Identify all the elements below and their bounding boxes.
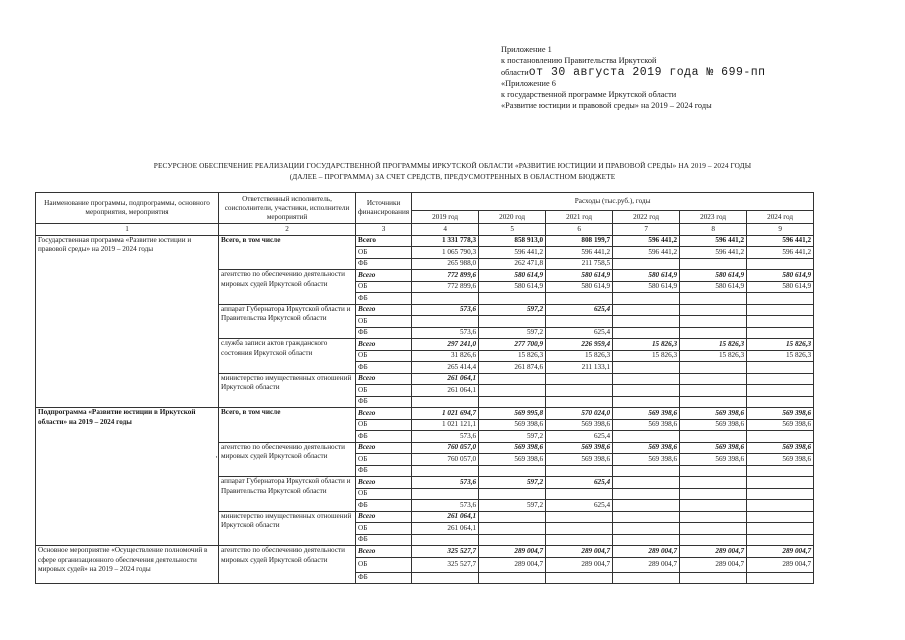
table-row: ФБ 265 414,4 261 874,6 211 133,1 xyxy=(36,362,814,374)
table-row: ОБ xyxy=(36,316,814,328)
document-title: РЕСУРСНОЕ ОБЕСПЕЧЕНИЕ РЕАЛИЗАЦИИ ГОСУДАРСТВЕННОЙ ПРОГРАММЫ ИРКУТСКОЙ ОБЛАСТИ «РАЗВИТИЕ ЮСТИЦИИ И ПРАВОВОЙ СРЕДЫ» НА 2019 – 2024 ГОДЫ (ДАЛЕЕ – ПРОГРАММА) ЗА СЧЕТ СРЕДСТВ, ПРЕДУСМОТРЕННЫХ В ОБЛАСТНОМ БЮДЖЕТЕ xyxy=(153,161,752,181)
table-row: ОБ 1 065 790,3 596 441,2 596 441,2 596 441,2 596 441,2 596 441,2 xyxy=(36,247,814,259)
table-row: министерство имущественных отношений Иркутской области Всего 261 064,1 xyxy=(36,373,814,385)
program-name: Государственная программа «Развитие юстиции и правовой среды» на 2019 – 2024 годы xyxy=(36,235,219,408)
table-row: ОБ 1 021 121,1 569 398,6 569 398,6 569 398,6 569 398,6 569 398,6 xyxy=(36,419,814,431)
table-row: Основное мероприятие «Осуществление полномочий в сфере организационного обеспечения деятельности мировых судей» на 2019 – 2024 годы агентство по обеспечению деятельности мировых судей Иркутской области Всего 325 527,7 289 004,7 289 004,7 289 004,7 289 004,7 289 004,7 xyxy=(36,546,814,558)
year-header: 2023 год xyxy=(680,211,747,224)
executor-total: Всего, в том числе xyxy=(219,408,356,443)
table-row: ФБ xyxy=(36,293,814,305)
table-row: ОБ 325 527,7 289 004,7 289 004,7 289 004,7 289 004,7 289 004,7 xyxy=(36,557,814,572)
table-row: Подпрограмма «Развитие юстиции в Иркутской области» на 2019 – 2024 годы Всего, в том числе Всего 1 021 694,7 569 995,8 570 024,0 569 398,6 569 398,6 569 398,6 xyxy=(36,408,814,420)
year-header: 2022 год xyxy=(613,211,680,224)
table-row: ОБ 31 826,6 15 826,3 15 826,3 15 826,3 15 826,3 15 826,3 xyxy=(36,350,814,362)
executor-agency: агентство по обеспечению деятельности мировых судей Иркутской области xyxy=(219,442,356,477)
header-line: «Развитие юстиции и правовой среды» на 2019 – 2024 годы xyxy=(501,101,712,111)
table-row: ОБ 261 064,1 xyxy=(36,385,814,397)
table-row: ФБ xyxy=(36,534,814,546)
column-numbers-row: 1 2 3 4 5 6 7 8 9 xyxy=(36,224,814,236)
table-row: агентство по обеспечению деятельности мировых судей Иркутской области Всего 772 899,6 580 614,9 580 614,9 580 614,9 580 614,9 580 614,9 xyxy=(36,270,814,282)
header-expenses: Расходы (тыс.руб.), годы xyxy=(412,193,814,211)
year-header: 2024 год xyxy=(747,211,814,224)
document-header xyxy=(501,44,766,112)
table-row: ОБ 261 064,1 xyxy=(36,523,814,535)
resolution-date: от 30 августа 2019 года № 699-пп xyxy=(528,65,766,79)
header-source: Источники финансирования xyxy=(356,193,412,224)
table-row: аппарат Губернатора Иркутской области и Правительства Иркутской области Всего 573,6 597,2 625,4 xyxy=(36,304,814,316)
table-row: ФБ xyxy=(36,465,814,477)
table-row: ОБ 760 057,0 569 398,6 569 398,6 569 398,6 569 398,6 569 398,6 xyxy=(36,454,814,466)
table-row: Государственная программа «Развитие юстиции и правовой среды» на 2019 – 2024 годы Всего, в том числе Всего 1 331 778,3 858 913,0 808 199,7 596 441,2 596 441,2 596 441,2 xyxy=(36,235,814,247)
year-header: 2021 год xyxy=(546,211,613,224)
table-row: агентство по обеспечению деятельности мировых судей Иркутской области Всего 760 057,0 569 398,6 569 398,6 569 398,6 569 398,6 569 398,6 xyxy=(36,442,814,454)
table-row: ФБ xyxy=(36,396,814,408)
header-line: «Приложение 6 xyxy=(501,78,556,88)
executor-apparatus: аппарат Губернатора Иркутской области и Правительства Иркутской области xyxy=(219,304,356,339)
header-line: к государственной программе Иркутской области xyxy=(501,90,677,100)
executor-ministry: министерство имущественных отношений Иркутской области xyxy=(219,373,356,408)
table-row: ОБ 772 899,6 580 614,9 580 614,9 580 614,9 580 614,9 580 614,9 xyxy=(36,281,814,293)
executor-total: Всего, в том числе xyxy=(219,235,356,270)
executor-apparatus: аппарат Губернатора Иркутской области и Правительства Иркутской области xyxy=(219,477,356,512)
executor-zags: служба записи актов гражданского состояния Иркутской области xyxy=(219,339,356,374)
table-row: ФБ 573,6 597,2 625,4 xyxy=(36,327,814,339)
header-line: к постановлению Правительства Иркутской xyxy=(501,56,657,66)
year-header: 2020 год xyxy=(479,211,546,224)
header-line: области xyxy=(501,67,529,77)
table-row: ФБ 573,6 597,2 625,4 xyxy=(36,500,814,512)
table-row: служба записи актов гражданского состояния Иркутской области Всего 297 241,0 277 700,9 226 959,4 15 826,3 15 826,3 15 826,3 xyxy=(36,339,814,351)
executor-agency: агентство по обеспечению деятельности мировых судей Иркутской области xyxy=(219,546,356,584)
header-executor: Ответственный исполнитель, соисполнители, участники, исполнители мероприятий xyxy=(219,193,356,224)
executor-agency: агентство по обеспечению деятельности мировых судей Иркутской области xyxy=(219,270,356,305)
dot-mark: · xyxy=(215,452,218,462)
table-row: ФБ xyxy=(36,572,814,584)
table-row: аппарат Губернатора Иркутской области и Правительства Иркутской области Всего 573,6 597,2 625,4 xyxy=(36,477,814,489)
header-line: Приложение 1 xyxy=(501,45,552,54)
table-row: министерство имущественных отношений Иркутской области Всего 261 064,1 xyxy=(36,511,814,523)
subprogram-name: Подпрограмма «Развитие юстиции в Иркутской области» на 2019 – 2024 годы xyxy=(36,408,219,546)
table-row: ФБ 265 988,0 262 471,8 211 758,5 xyxy=(36,258,814,270)
executor-ministry: министерство имущественных отношений Иркутской области xyxy=(219,511,356,546)
table-row: ФБ 573,6 597,2 625,4 xyxy=(36,431,814,443)
year-header: 2019 год xyxy=(412,211,479,224)
header-name: Наименование программы, подпрограммы, основного мероприятия, мероприятия xyxy=(36,193,219,224)
resource-table xyxy=(35,192,814,584)
main-event-name: Основное мероприятие «Осуществление полномочий в сфере организационного обеспечения деятельности мировых судей» на 2019 – 2024 годы xyxy=(36,546,219,584)
table-row: ОБ xyxy=(36,488,814,500)
